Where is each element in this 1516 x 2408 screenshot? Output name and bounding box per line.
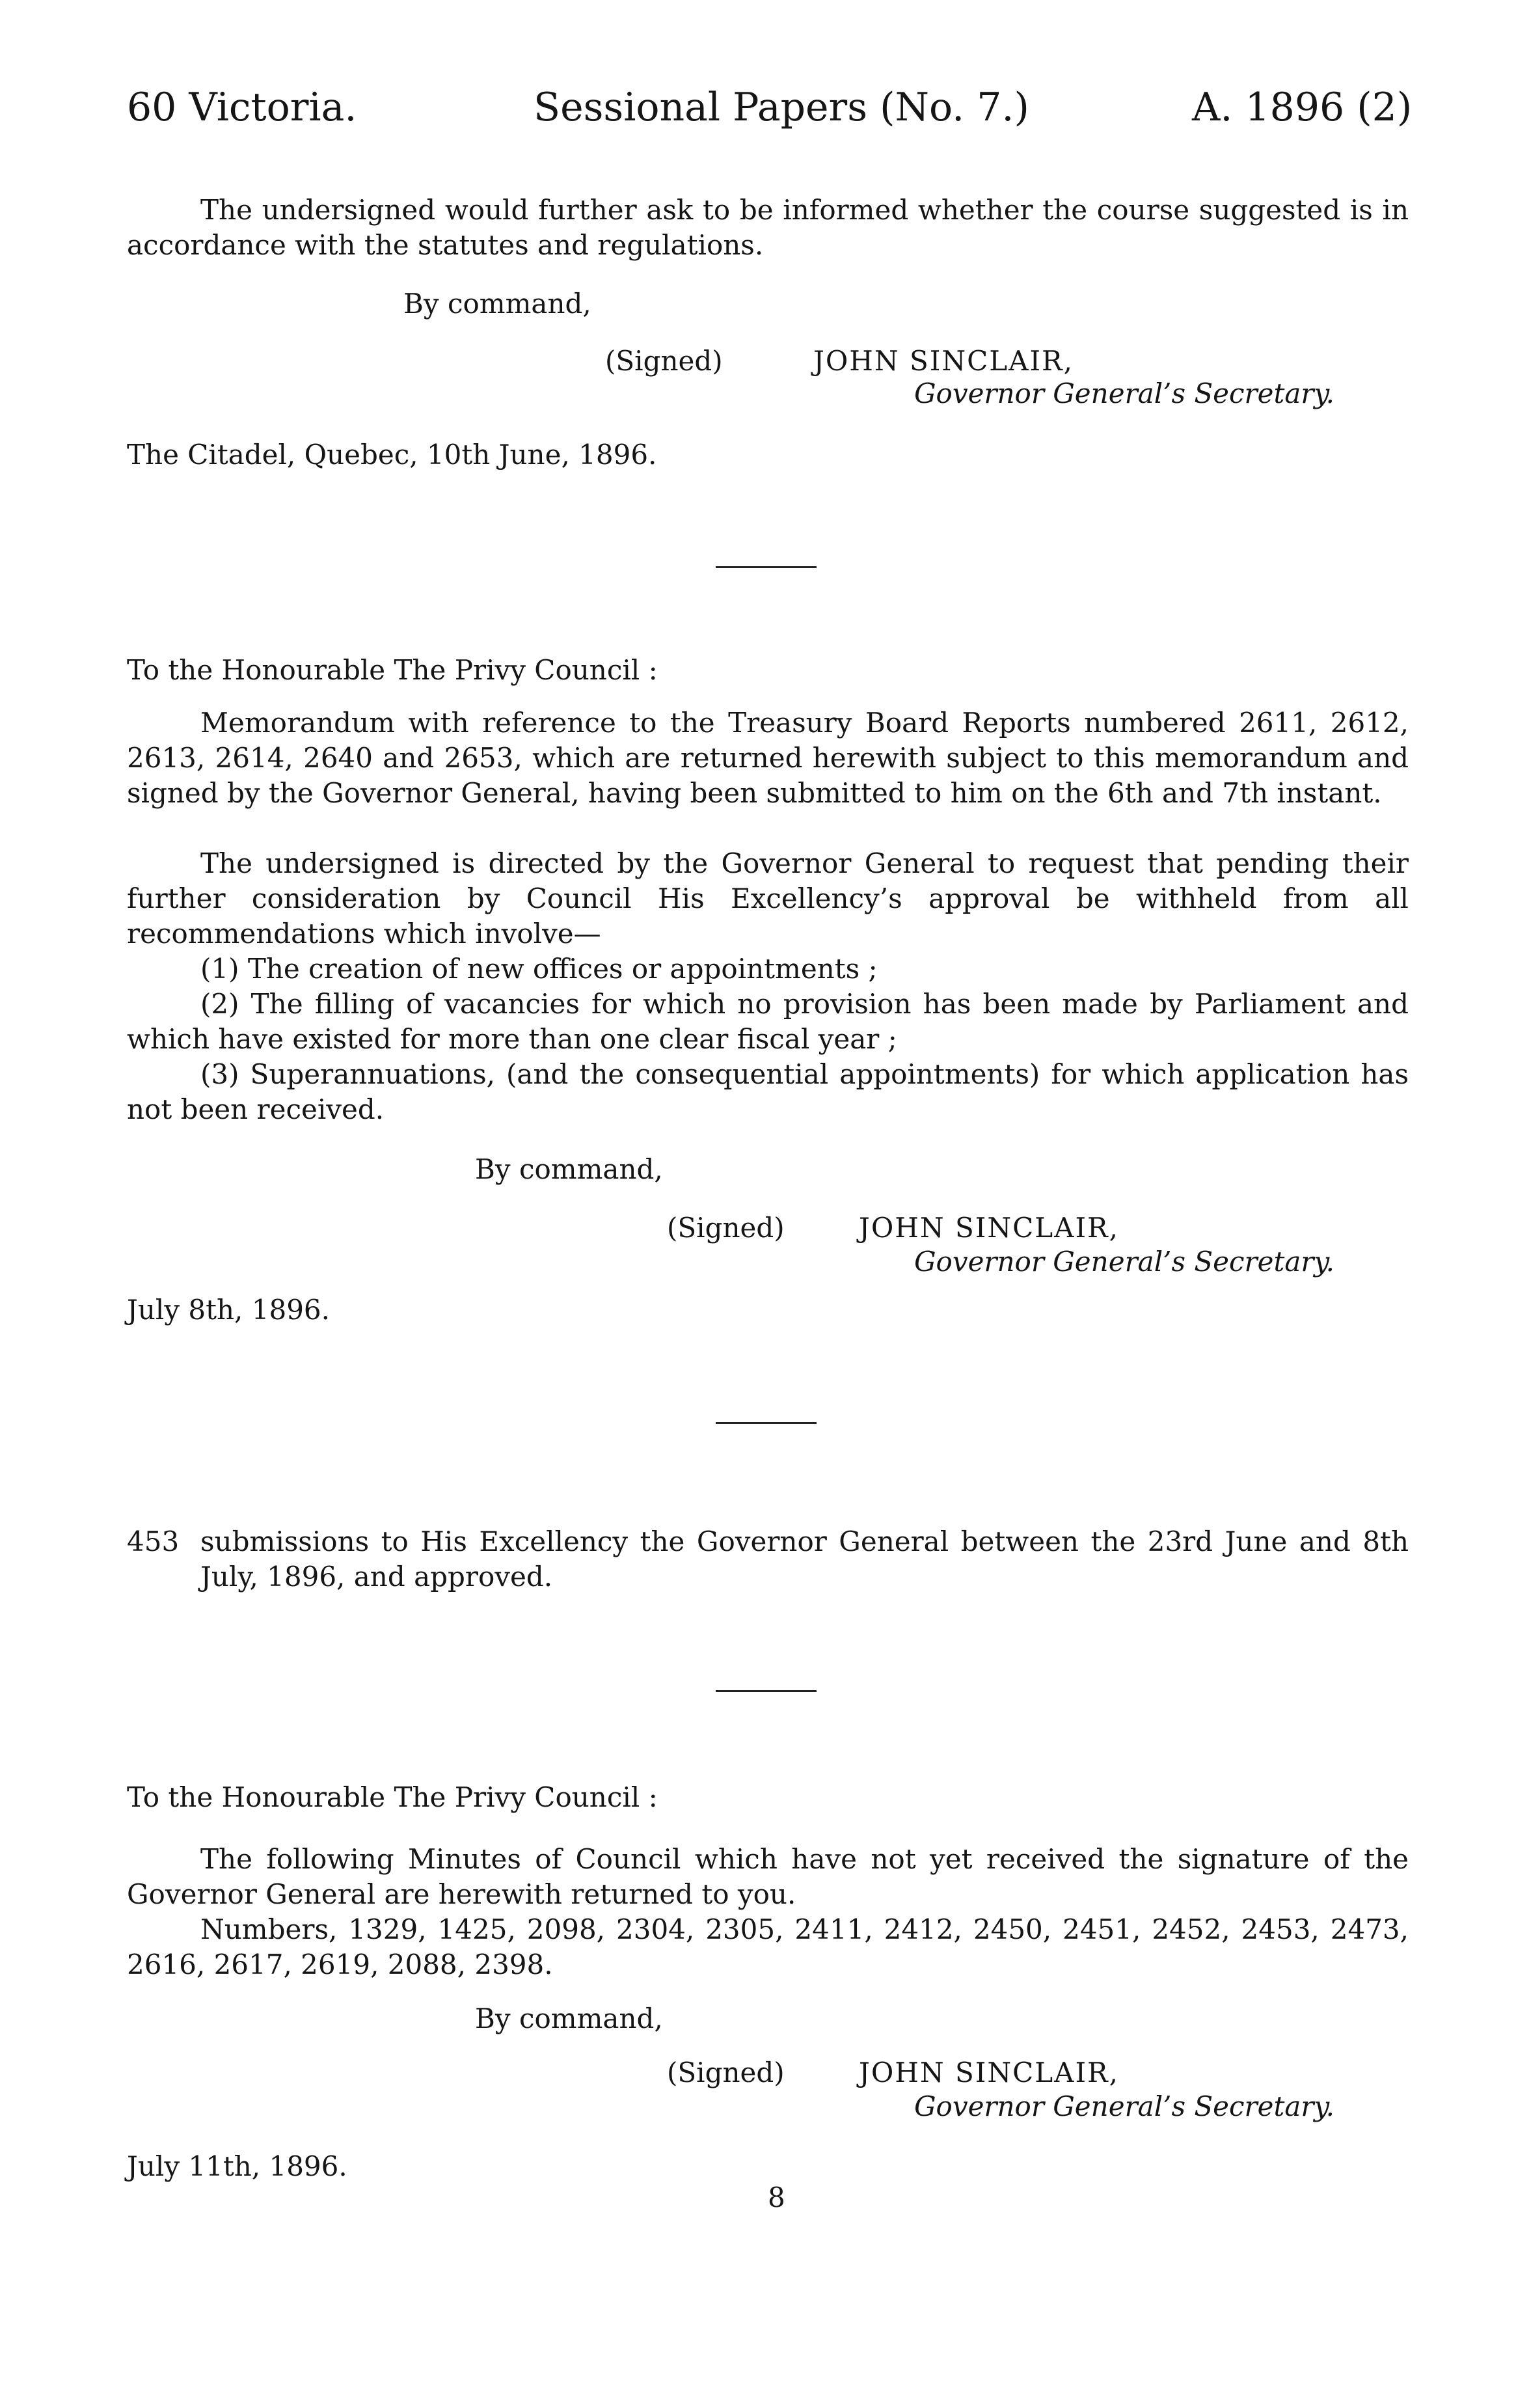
header-session: 60 Victoria. bbox=[127, 85, 357, 130]
section-divider bbox=[716, 566, 817, 568]
section2-signatory-name: JOHN SINCLAIR, bbox=[859, 1212, 1120, 1244]
section4-signed: (Signed) bbox=[667, 2057, 785, 2088]
section1-by-command: By command, bbox=[403, 288, 591, 320]
section3-text: submissions to His Excellency the Governor General between the 23rd June and 8th July, 1896, and approved. bbox=[200, 1526, 1409, 1593]
section3-count: 453 bbox=[127, 1526, 180, 1557]
header-year: A. 1896 (2) bbox=[1192, 85, 1413, 130]
section2-item-1: (1) The creation of new offices or appointments ; bbox=[200, 953, 878, 985]
section-divider bbox=[716, 1422, 817, 1424]
section1-signatory-title: Governor General’s Secretary. bbox=[914, 377, 1334, 409]
page-number: 8 bbox=[768, 2182, 785, 2213]
section4-signatory-name: JOHN SINCLAIR, bbox=[859, 2057, 1120, 2088]
section2-item-3: (3) Superannuations, (and the consequential appointments) for which application has not been received. bbox=[127, 1058, 1409, 1125]
section4-salutation: To the Honourable The Privy Council : bbox=[127, 1781, 658, 1813]
section2-date: July 8th, 1896. bbox=[127, 1294, 330, 1326]
section2-item-2: (2) The filling of vacancies for which no provision has been made by Parliament and which have existed for more than one clear fiscal year ; bbox=[127, 988, 1409, 1055]
section1-signatory-name: JOHN SINCLAIR, bbox=[813, 345, 1074, 377]
header-title: Sessional Papers (No. 7.) bbox=[534, 85, 1029, 130]
section2-signed: (Signed) bbox=[667, 1212, 785, 1244]
section4-by-command: By command, bbox=[475, 2003, 663, 2034]
section2-salutation: To the Honourable The Privy Council : bbox=[127, 654, 658, 686]
section-divider bbox=[716, 1690, 817, 1692]
section2-request-paragraph: The undersigned is directed by the Governor General to request that pending their further consideration by Council His Excellency’s approval be withheld from all recommendations which involve— bbox=[127, 847, 1409, 950]
section1-date: The Citadel, Quebec, 10th June, 1896. bbox=[127, 439, 657, 471]
section4-numbers-paragraph: Numbers, 1329, 1425, 2098, 2304, 2305, 2411, 2412, 2450, 2451, 2452, 2453, 2473, 2616, 2617, 2619, 2088, 2398. bbox=[127, 1913, 1409, 1980]
section2-memorandum-paragraph: Memorandum with reference to the Treasury Board Reports numbered 2611, 2612, 2613, 2614, 2640 and 2653, which are returned herewith subject to this memorandum and signed by the Governor General, having been submitted to him on the 6th and 7th instant. bbox=[127, 707, 1409, 809]
section1-paragraph: The undersigned would further ask to be informed whether the course suggested is in accordance with the statutes and regulations. bbox=[127, 194, 1409, 261]
section1-signed: (Signed) bbox=[605, 345, 723, 377]
section4-minutes-paragraph: The following Minutes of Council which have not yet received the signature of the Governor General are herewith returned to you. bbox=[127, 1843, 1409, 1910]
section2-signatory-title: Governor General’s Secretary. bbox=[914, 1246, 1334, 1278]
section4-date: July 11th, 1896. bbox=[127, 2150, 347, 2182]
section2-by-command: By command, bbox=[475, 1153, 663, 1185]
section4-signatory-title: Governor General’s Secretary. bbox=[914, 2090, 1334, 2122]
